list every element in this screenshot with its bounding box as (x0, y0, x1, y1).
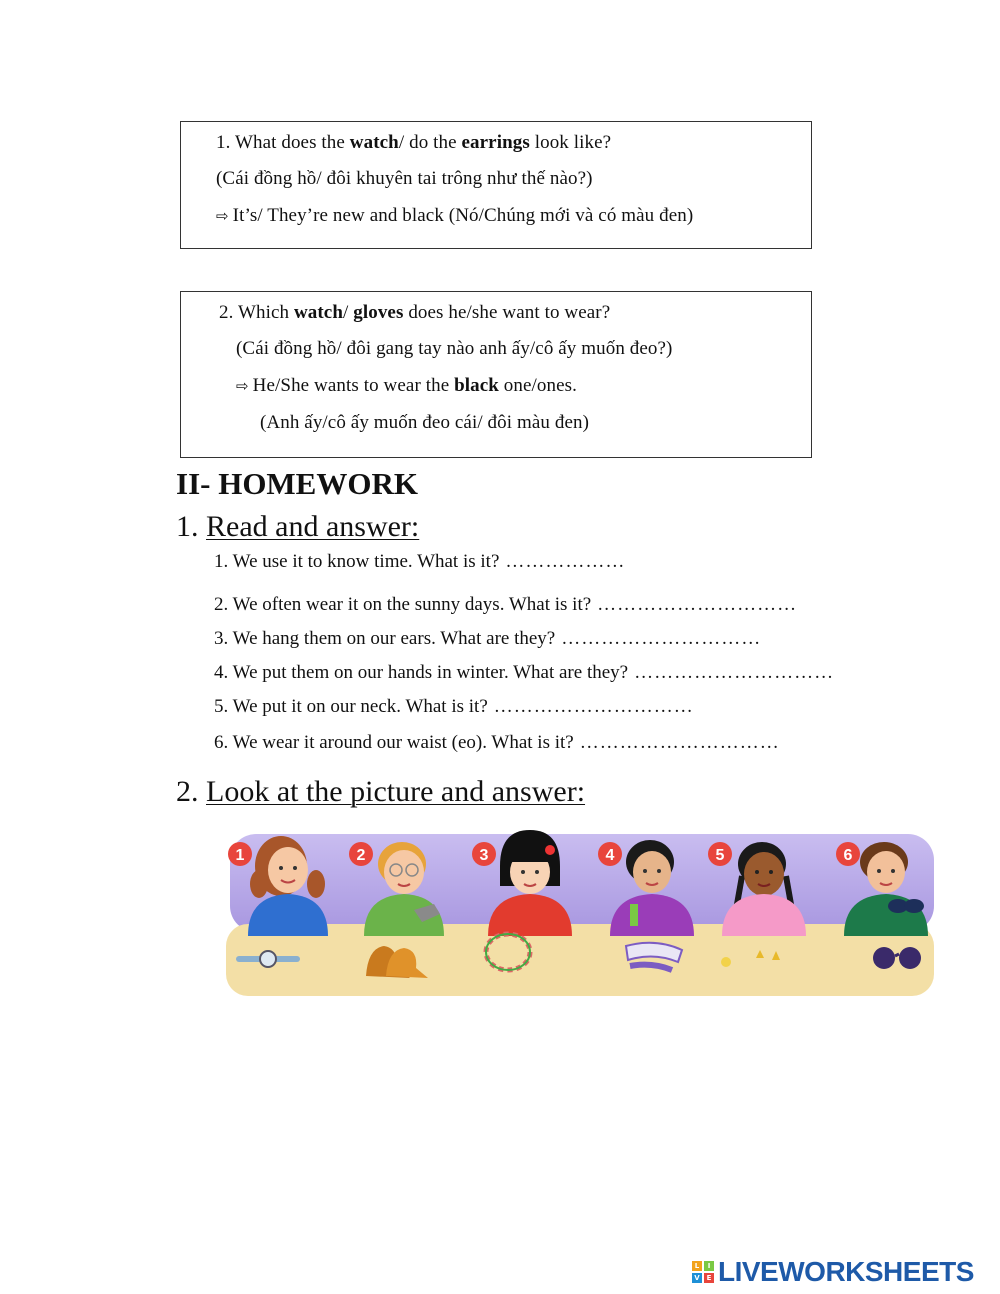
box1-translation: (Cái đồng hồ/ đôi khuyên tai trông như thế nào?) (216, 168, 593, 189)
question-4-text: 4. We put them on our hands in winter. What are they? (214, 662, 629, 683)
section-1-title (176, 510, 419, 544)
answer-blank-3[interactable]: ………………………… (561, 628, 762, 649)
section-2-heading: Look at the picture and answer: (206, 775, 586, 808)
homework-title: II- HOMEWORK (176, 466, 418, 501)
box1-answer (216, 205, 693, 227)
logo-mark-e: E (704, 1273, 714, 1283)
box2-question-start: 2. Which (219, 302, 294, 323)
badge-5-label: 5 (715, 847, 725, 864)
badge-6-label: 6 (843, 847, 853, 864)
badge-2-label: 2 (356, 847, 366, 864)
box2-answer-translation: (Anh ấy/cô ấy muốn đeo cái/ đôi màu đen) (260, 412, 590, 433)
question-5-text: 5. We put it on our neck. What is it? (214, 696, 488, 717)
box2-translation: (Cái đồng hồ/ đôi gang tay nào anh ấy/cô ấy muốn đeo?) (236, 338, 673, 359)
box2-answer-start: He/She wants to wear the (252, 375, 455, 396)
logo-mark-icon (692, 1261, 714, 1283)
box2-keyword-black: black (454, 375, 499, 396)
grammar-box-2 (180, 291, 812, 458)
answer-blank-2[interactable]: ………………………… (597, 594, 798, 615)
box1-keyword-earrings: earrings (461, 132, 530, 153)
box2-question-mid: / (343, 302, 354, 323)
box2-question (219, 302, 610, 324)
picture-background (230, 834, 934, 932)
question-2-text: 2. We often wear it on the sunny days. What is it? (214, 594, 592, 615)
box1-answer-text: It’s/ They’re new and black (Nó/Chúng mới và có màu đen) (232, 205, 694, 226)
section-1-number: 1. (176, 510, 199, 543)
badge-1-label: 1 (235, 847, 245, 864)
question-4 (214, 662, 834, 684)
children-accessories-picture (226, 826, 934, 998)
box1-question (216, 132, 611, 154)
badge-3-label: 3 (479, 847, 489, 864)
box1-keyword-watch: watch (349, 132, 399, 153)
logo-mark-i: I (704, 1261, 714, 1271)
answer-blank-5[interactable]: ………………………… (493, 696, 694, 717)
liveworksheets-logo (692, 1256, 974, 1288)
picture-table (226, 924, 934, 996)
arrow-icon: ⇨ (216, 207, 229, 225)
box2-answer-end: one/ones. (498, 375, 577, 396)
box2-answer (236, 375, 577, 397)
question-3-text: 3. We hang them on our ears. What are they? (214, 628, 556, 649)
grammar-box-1 (180, 121, 812, 249)
box1-question-mid: / do the (398, 132, 462, 153)
answer-blank-6[interactable]: ………………………… (579, 732, 780, 753)
question-3 (214, 628, 761, 650)
question-6-text: 6. We wear it around our waist (eo). What is it? (214, 732, 574, 753)
question-5 (214, 696, 694, 718)
badge-4-label: 4 (605, 847, 615, 864)
answer-blank-1[interactable]: ……………… (505, 551, 626, 572)
section-2-number: 2. (176, 775, 199, 808)
arrow-icon: ⇨ (236, 377, 249, 395)
section-1-heading: Read and answer: (206, 510, 420, 543)
box2-keyword-gloves: gloves (353, 302, 404, 323)
question-6 (214, 732, 780, 754)
section-2-title (176, 775, 585, 809)
box2-question-end: does he/she want to wear? (403, 302, 611, 323)
question-1-text: 1. We use it to know time. What is it? (214, 551, 500, 572)
question-1 (214, 551, 625, 573)
box1-question-start: 1. What does the (216, 132, 350, 153)
question-2 (214, 594, 797, 616)
box1-question-end: look like? (529, 132, 612, 153)
logo-mark-l: L (692, 1261, 702, 1271)
logo-text: LIVEWORKSHEETS (718, 1256, 974, 1287)
answer-blank-4[interactable]: ………………………… (634, 662, 835, 683)
box2-keyword-watch: watch (293, 302, 344, 323)
logo-mark-v: V (692, 1273, 702, 1283)
